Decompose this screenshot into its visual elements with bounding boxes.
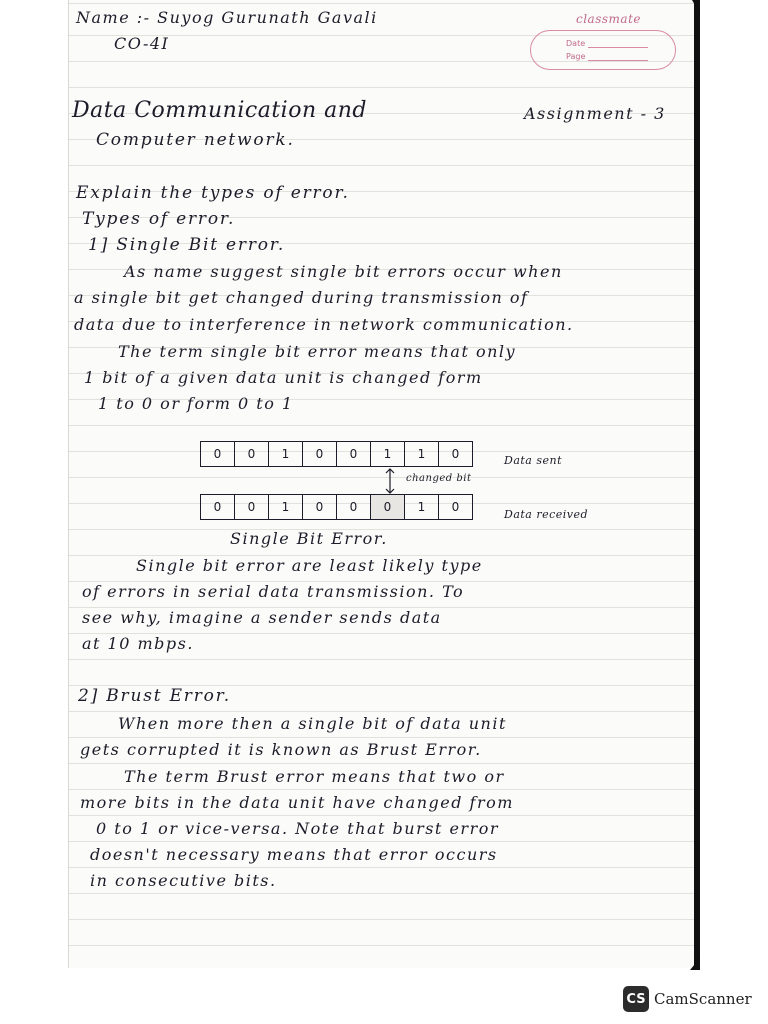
bit-cell: 1 <box>269 495 303 519</box>
bit-cell: 0 <box>451 447 460 461</box>
brand-logo: classmate <box>576 12 641 26</box>
data-sent-label: Data sent <box>504 454 563 467</box>
scan-corner-top <box>692 0 700 14</box>
page-line <box>588 60 648 61</box>
title-line-1: Data Communication and <box>72 98 367 123</box>
section-1-line: 1 to 0 or form 0 to 1 <box>98 394 294 413</box>
section-1-line: 1 bit of a given data unit is changed form <box>84 368 483 387</box>
bit-cell: 0 <box>303 495 337 519</box>
types-heading: Types of error. <box>82 209 236 229</box>
bit-cell: 0 <box>235 495 269 519</box>
bit-cell: 1 <box>405 442 439 466</box>
scan-corner-bottom <box>690 958 700 970</box>
section-1-line: a single bit get changed during transmission of <box>74 288 529 307</box>
section-2-line: doesn't necessary means that error occurs <box>90 845 498 864</box>
bit-cell: 1 <box>371 442 405 466</box>
class-code: CO-4I <box>114 34 170 53</box>
section-1-heading: 1] Single Bit error. <box>88 235 286 255</box>
changed-bit-arrow <box>384 467 396 495</box>
question: Explain the types of error. <box>76 183 350 203</box>
bit-cell: 0 <box>235 442 269 466</box>
page-edge <box>694 0 700 968</box>
changed-bit-label: changed bit <box>406 473 472 484</box>
date-line <box>588 47 648 48</box>
bit-cell: 0 <box>201 442 235 466</box>
data-received-label: Data received <box>504 508 589 521</box>
diagram-caption: Single Bit Error. <box>230 529 388 548</box>
date-page-box <box>530 30 676 70</box>
bit-cell: 0 <box>303 442 337 466</box>
student-name: Name :- Suyog Gurunath Gavali <box>76 8 378 27</box>
section-1-line: data due to interference in network communication. <box>74 315 574 334</box>
section-2-line: in consecutive bits. <box>90 871 277 890</box>
section-1-more-line: see why, imagine a sender sends data <box>82 608 442 627</box>
margin-line <box>68 0 69 968</box>
bit-cell: 1 <box>405 495 439 519</box>
section-2-line: more bits in the data unit have changed from <box>80 793 514 812</box>
camscanner-text: CamScanner <box>654 990 752 1008</box>
section-2-line: When more then a single bit of data unit <box>118 714 507 733</box>
section-2-line: 0 to 1 or vice-versa. Note that burst error <box>96 819 499 838</box>
date-label: Date <box>566 39 586 48</box>
section-2-line: The term Brust error means that two or <box>124 767 505 786</box>
page-label: Page <box>566 52 586 61</box>
bit-cell: 1 <box>269 442 303 466</box>
data-sent-bits <box>200 441 473 467</box>
data-received-bits <box>200 494 473 520</box>
date-page-oval <box>530 30 676 70</box>
bit-cell: 0 <box>337 495 371 519</box>
section-1-line: The term single bit error means that only <box>118 342 517 361</box>
section-1-more-line: at 10 mbps. <box>82 634 194 653</box>
section-2-heading: 2] Brust Error. <box>78 686 231 706</box>
bit-cell: 0 <box>337 442 371 466</box>
assignment-number: Assignment - 3 <box>524 104 666 123</box>
notebook-page <box>68 0 700 968</box>
section-1-more-line: of errors in serial data transmission. To <box>82 582 465 601</box>
bit-cell: 0 <box>371 495 405 519</box>
bit-cell: 0 <box>201 495 235 519</box>
section-2-line: gets corrupted it is known as Brust Error. <box>80 740 482 759</box>
title-line-2: Computer network. <box>96 130 295 150</box>
camscanner-logo: CS <box>623 986 649 1012</box>
section-1-more-line: Single bit error are least likely type <box>136 556 483 575</box>
bit-cell: 0 <box>451 500 460 514</box>
section-1-line: As name suggest single bit errors occur when <box>124 262 563 281</box>
